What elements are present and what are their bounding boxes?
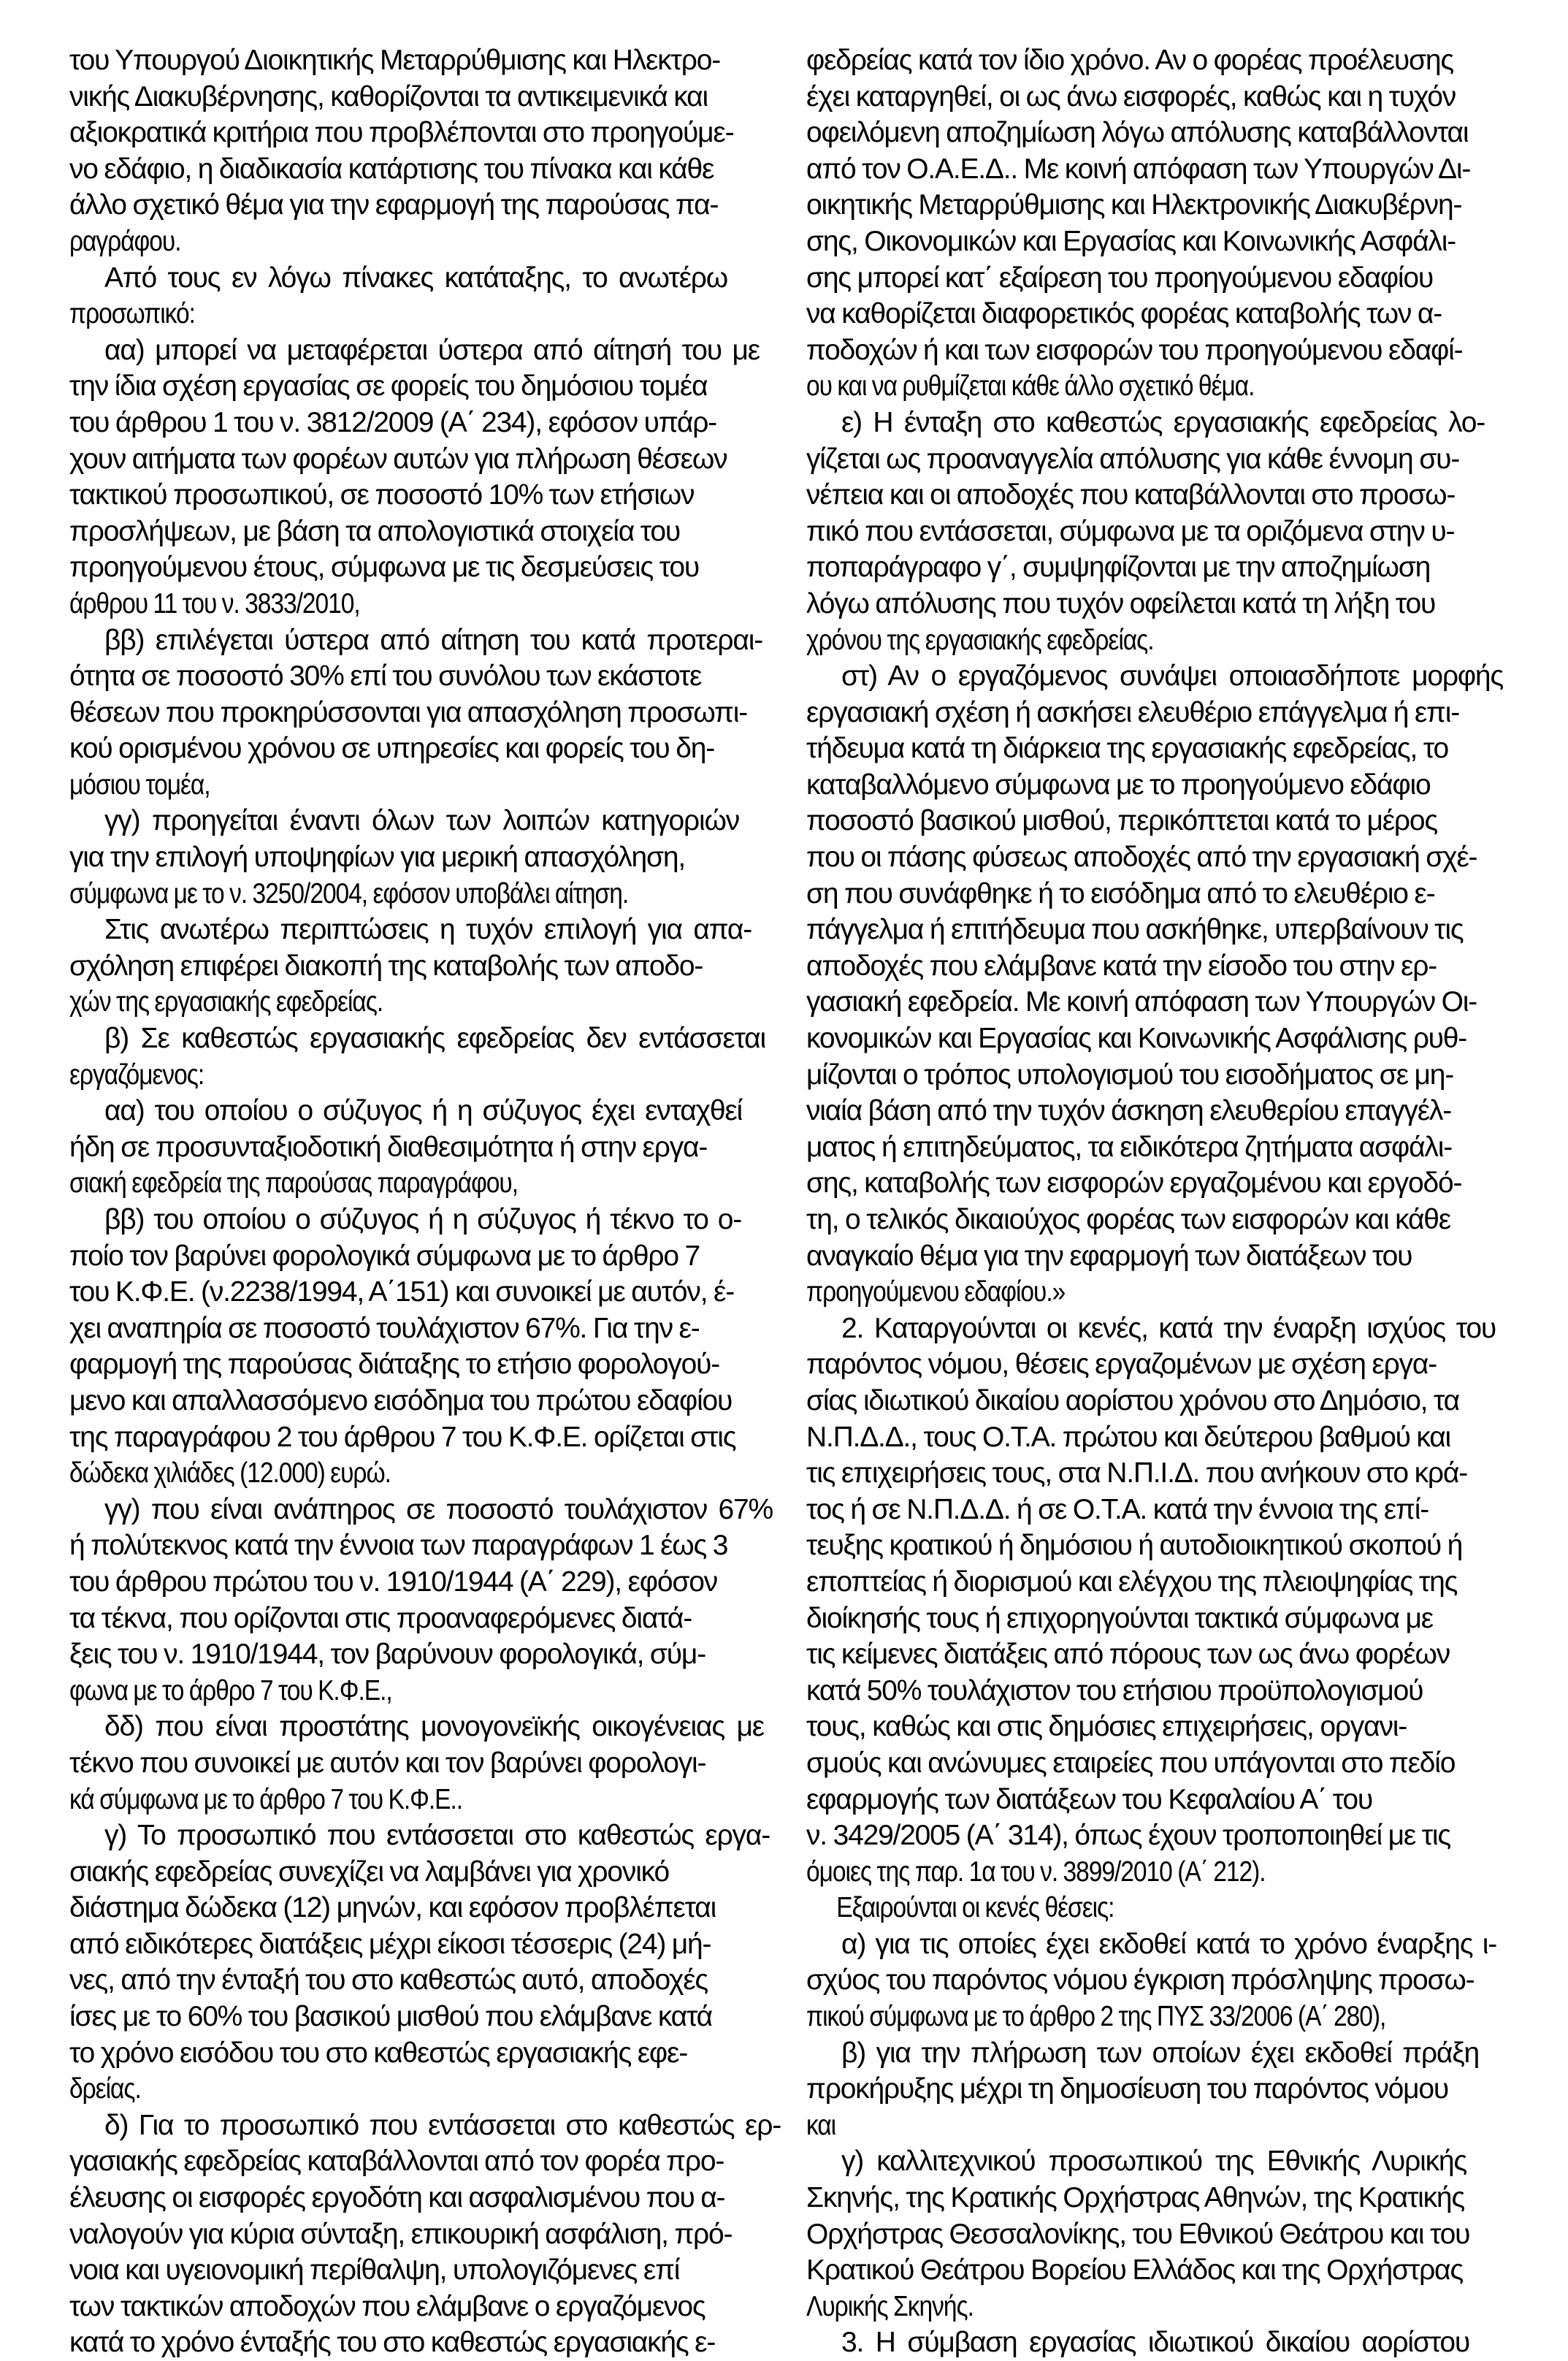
text-line: τος ή σε Ν.Π.Δ.Δ. ή σε Ο.Τ.Α. κατά την έννοια της επί- (806, 1493, 1429, 1525)
text-line: στ) Αν ο εργαζόμενος συνάψει οποιασδήποτε μορφής (841, 660, 1503, 693)
text-line: ότητα σε ποσοστό 30% επί του συνόλου των εκάστοτε (69, 660, 702, 693)
text-line: νικής Διακυβέρνησης, καθορίζονται τα αντικειμενικά και (69, 80, 708, 112)
text-line: δδ) που είναι προστάτης μονογονεϊκής οικογένειας με (104, 1711, 764, 1743)
paragraph (69, 1021, 772, 1093)
text-line: ήδη σε προσυνταξιοδοτική διαθεσιμότητα ή στην εργα- (69, 1131, 708, 1163)
text-line: σχόληση επιφέρει διακοπή της καταβολής των αποδο- (69, 950, 703, 982)
paragraph (806, 1311, 1515, 1891)
paragraph (806, 1890, 1515, 1926)
text-line: να καθορίζεται διαφορετικός φορέας καταβολής των α- (806, 298, 1442, 330)
paragraph (69, 42, 772, 260)
text-line: Από τους εν λόγω πίνακες κατάταξης, το ανωτέρω (104, 262, 727, 294)
text-line: ποπαράγραφο γ΄, συμψηφίζονται με την αποζημίωση (806, 552, 1431, 584)
text-line: οφειλόμενη αποζημίωση λόγω απόλυσης καταβάλλονται (806, 117, 1469, 149)
text-line: χουν αιτήματα των φορέων αυτών για πλήρωση θέσεων (69, 443, 727, 475)
right-column (806, 42, 1515, 2361)
text-line: χρόνου της εργασιακής εφεδρείας. (806, 624, 1154, 656)
text-line: ου και να ρυθμίζεται κάθε άλλο σχετικό θέμα. (806, 370, 1255, 403)
text-line: γ) Το προσωπικό που εντάσσεται στο καθεστώς εργα- (104, 1820, 770, 1852)
text-line: κατά το χρόνο ένταξής του στο καθεστώς εργασιακής ε- (69, 2327, 716, 2359)
text-line: μενο και απαλλασσόμενο εισόδημα του πρώτου εδαφίου (69, 1384, 733, 1416)
text-line: κατά 50% τουλάχιστον του ετήσιου προϋπολογισμού (806, 1674, 1423, 1706)
text-line: αα) του οποίου ο σύζυγος ή η σύζυγος έχει ενταχθεί (104, 1095, 742, 1127)
text-line: σης, καταβολής των εισφορών εργαζομένου και εργοδό- (806, 1167, 1462, 1199)
paragraph (69, 1093, 772, 1202)
text-line: 3. Η σύμβαση εργασίας ιδιωτικού δικαίου αορίστου (841, 2327, 1469, 2359)
text-line: σίας ιδιωτικού δικαίου αορίστου χρόνου στο Δημόσιο, τα (806, 1384, 1459, 1416)
text-line: σιακής εφεδρείας συνεχίζει να λαμβάνει για χρονικό (69, 1855, 669, 1888)
paragraph (806, 405, 1515, 658)
text-line: ραγράφου. (69, 225, 181, 257)
text-line: α) για τις οποίες έχει εκδοθεί κατά το χρόνο έναρξης ι- (841, 1928, 1496, 1960)
text-line: της παραγράφου 2 του άρθρου 7 του Κ.Φ.Ε. ορίζεται στις (69, 1421, 736, 1453)
text-line: ποδοχών ή και των εισφορών του προηγούμενου εδαφί- (806, 334, 1463, 366)
text-line: πικού σύμφωνα με το άρθρο 2 της ΠΥΣ 33/2006 (Α΄ 280), (806, 2001, 1386, 2033)
text-line: εφαρμογής των διατάξεων του Κεφαλαίου Α΄ του (806, 1783, 1372, 1815)
text-line: προσλήψεων, με βάση τα απολογιστικά στοιχεία του (69, 515, 680, 547)
text-line: Στις ανωτέρω περιπτώσεις η τυχόν επιλογή για απα- (104, 914, 752, 946)
text-line: Κρατικού Θεάτρου Βορείου Ελλάδος και της Ορχήστρας (806, 2254, 1463, 2286)
text-line: ββ) επιλέγεται ύστερα από αίτηση του κατά προτεραι- (104, 624, 762, 656)
text-line: την ίδια σχέση εργασίας σε φορείς του δημόσιου τομέα (69, 370, 708, 403)
paragraph (69, 1492, 772, 1709)
text-line: ή πολύτεκνος κατά την έννοια των παραγράφων 1 έως 3 (69, 1530, 728, 1562)
text-line: σης, Οικονομικών και Εργασίας και Κοινωνικής Ασφάλι- (806, 225, 1456, 257)
paragraph (806, 1926, 1515, 2035)
text-line: που οι πάσης φύσεως αποδοχές από την εργασιακή σχέ- (806, 842, 1477, 874)
text-line: το χρόνο εισόδου του στο καθεστώς εργασιακής εφε- (69, 2037, 687, 2069)
text-line: δώδεκα χιλιάδες (12.000) ευρώ. (69, 1457, 391, 1490)
text-line: τακτικού προσωπικού, σε ποσοστό 10% των ετήσιων (69, 479, 695, 511)
paragraph (806, 2143, 1515, 2324)
text-line: Ν.Π.Δ.Δ., τους Ο.Τ.Α. πρώτου και δεύτερου βαθμού και (806, 1421, 1451, 1453)
text-line: μόσιου τομέα, (69, 768, 210, 801)
text-line: φαρμογή της παρούσας διάταξης το ετήσιο φορολογού- (69, 1349, 719, 1381)
text-line: τη, ο τελικός δικαιούχος φορέας των εισφορών και κάθε (806, 1204, 1450, 1235)
text-line: τις επιχειρήσεις τους, στα Ν.Π.Ι.Δ. που ανήκουν στο κρά- (806, 1457, 1467, 1490)
text-line: όμοιες της παρ. 1α του ν. 3899/2010 (Α΄ 212). (806, 1855, 1266, 1888)
text-line: των τακτικών αποδοχών που ελάμβανε ο εργαζόμενος (69, 2290, 705, 2322)
text-line: έλευσης οι εισφορές εργοδότη και ασφαλισμένου που α- (69, 2182, 725, 2214)
text-line: δρείας. (69, 2073, 141, 2105)
text-line: του Κ.Φ.Ε. (ν.2238/1994, Α΄151) και συνοικεί με αυτόν, έ- (69, 1276, 734, 1308)
text-line: από τον Ο.Α.Ε.Δ.. Με κοινή απόφαση των Υπουργών Δι- (806, 153, 1471, 185)
text-line: εργαζόμενος: (69, 1059, 204, 1091)
text-line: από ειδικότερες διατάξεις μέχρι είκοσι τέσσερις (24) μή- (69, 1928, 711, 1960)
text-line: φεδρείας κατά τον ίδιο χρόνο. Αν ο φορέας προέλευσης (806, 45, 1453, 76)
paragraph (69, 1202, 772, 1492)
text-line: προηγούμενου έτους, σύμφωνα με τις δεσμεύσεις του (69, 552, 699, 584)
text-line: κά σύμφωνα με το άρθρο 7 του Κ.Φ.Ε.. (69, 1783, 463, 1815)
text-line: για την επιλογή υποψηφίων για μερική απασχόληση, (69, 842, 685, 874)
text-line: νο εδάφιο, η διαδικασία κατάρτισης του πίνακα και κάθε (69, 153, 714, 185)
paragraph (69, 260, 772, 332)
text-line: τέκνο που συνοικεί με αυτόν και τον βαρύνει φορολογι- (69, 1747, 706, 1779)
text-line: γγ) προηγείται έναντι όλων των λοιπών κατηγοριών (104, 805, 739, 837)
text-line: χών της εργασιακής εφεδρείας. (69, 986, 383, 1018)
paragraph (69, 1709, 772, 1818)
text-line: ββ) του οποίου ο σύζυγος ή η σύζυγος ή τέκνο το ο- (104, 1204, 741, 1235)
text-line: εποπτείας ή διορισμού και ελέγχου της πλειοψηφίας της (806, 1565, 1458, 1598)
text-line: γ) καλλιτεχνικού προσωπικού της Εθνικής Λυρικής (841, 2146, 1466, 2178)
text-line: αα) μπορεί να μεταφέρεται ύστερα από αίτησή του με (104, 334, 760, 366)
text-line: εργασιακή σχέση ή ασκήσει ελευθέριο επάγγελμα ή επι- (806, 696, 1459, 728)
text-line: αποδοχές που ελάμβανε κατά την είσοδο του στην ερ- (806, 950, 1437, 982)
text-line: πάγγελμα ή επιτήδευμα που ασκήθηκε, υπερβαίνουν τις (806, 914, 1464, 946)
text-line: νες, από την ένταξή του στο καθεστώς αυτό, αποδοχές (69, 1964, 708, 1996)
text-line: έχει καταργηθεί, οι ως άνω εισφορές, καθώς και η τυχόν (806, 80, 1456, 112)
text-line: Ορχήστρας Θεσσαλονίκης, του Εθνικού Θεάτρου και του (806, 2218, 1470, 2250)
text-line: γίζεται ως προαναγγελία απόλυσης για κάθε έννομη συ- (806, 443, 1459, 475)
text-line: δ) Για το προσωπικό που εντάσσεται στο καθεστώς ερ- (104, 2109, 781, 2141)
text-line: κονομικών και Εργασίας και Κοινωνικής Ασφάλισης ρυθ- (806, 1023, 1467, 1055)
text-line: γγ) που είναι ανάπηρος σε ποσοστό τουλάχιστον 67% (104, 1493, 773, 1525)
text-line: νέπεια και οι αποδοχές που καταβάλλονται στο προσω- (806, 479, 1456, 511)
text-line: τήδευμα κατά τη διάρκεια της εργασιακής εφεδρείας, το (806, 733, 1448, 765)
paragraph (69, 622, 772, 804)
paragraph (69, 2108, 781, 2361)
text-line: ξεις του ν. 1910/1944, τον βαρύνουν φορολογικά, σύμ- (69, 1639, 705, 1671)
text-line: παρόντος νόμου, θέσεις εργαζομένων με σχέση εργα- (806, 1349, 1437, 1381)
text-line: γασιακής εφεδρείας καταβάλλονται από τον φορέα προ- (69, 2146, 724, 2178)
paragraph (806, 42, 1515, 405)
text-line: άρθρου 11 του ν. 3833/2010, (69, 587, 360, 619)
text-line: χει αναπηρία σε ποσοστό τουλάχιστον 67%. Για την ε- (69, 1312, 700, 1344)
text-line: σιακή εφεδρεία της παρούσας παραγράφου, (69, 1167, 519, 1199)
text-line: νοια και υγειονομική περίθαλψη, υπολογιζόμενες επί (69, 2254, 680, 2286)
text-line: φωνα με το άρθρο 7 του Κ.Φ.Ε., (69, 1674, 392, 1706)
paragraph (806, 658, 1515, 1311)
text-line: ση που συνάφθηκε ή το εισόδημα από το ελευθέριο ε- (806, 877, 1435, 909)
text-line: ματος ή επιτηδεύματος, τα ειδικότερα ζητήματα ασφάλι- (806, 1131, 1452, 1163)
text-line: διάστημα δώδεκα (12) μηνών, και εφόσον προβλέπεται (69, 1892, 716, 1924)
text-line: του άρθρου πρώτου του ν. 1910/1944 (Α΄ 229), εφόσον (69, 1565, 717, 1598)
text-line: τευξης κρατικού ή δημόσιου ή αυτοδιοικητικού σκοπού ή (806, 1530, 1463, 1562)
text-line: λόγω απόλυσης που τυχόν οφείλεται κατά τη λήξη του (806, 587, 1436, 619)
text-line: σης μπορεί κατ΄ εξαίρεση του προηγούμενου εδαφίου (806, 262, 1433, 294)
text-line: αναγκαίο θέμα για την εφαρμογή των διατάξεων του (806, 1240, 1412, 1272)
text-line: τις κείμενες διατάξεις από πόρους των ως άνω φορέων (806, 1639, 1450, 1671)
paragraph (806, 2324, 1515, 2361)
text-line: του άρθρου 1 του ν. 3812/2009 (Α΄ 234), εφόσον υπάρ- (69, 406, 716, 438)
text-line: οικητικής Μεταρρύθμισης και Ηλεκτρονικής Διακυβέρνη- (806, 189, 1462, 221)
text-line: σχύος του παρόντος νόμου έγκριση πρόσληψης προσω- (806, 1964, 1475, 1996)
text-line: και (806, 2109, 836, 2141)
text-line: Λυρικής Σκηνής. (806, 2290, 974, 2322)
text-line: θέσεων που προκηρύσσονται για απασχόληση προσωπι- (69, 696, 747, 728)
text-line: β) για την πλήρωση των οποίων έχει εκδοθεί πράξη (841, 2037, 1479, 2069)
text-line: μίζονται ο τρόπος υπολογισμού του εισοδήματος σε μη- (806, 1059, 1453, 1091)
text-line: διοίκησής τους ή επιχορηγούνται τακτικά σύμφωνα με (806, 1602, 1433, 1634)
text-line: σμούς και ανώνυμες εταιρείες που υπάγονται στο πεδίο (806, 1747, 1456, 1779)
text-line: τους, καθώς και στις δημόσιες επιχειρήσεις, οργανι- (806, 1711, 1407, 1743)
text-line: Σκηνής, της Κρατικής Ορχήστρας Αθηνών, της Κρατικής (806, 2182, 1464, 2214)
text-line: ε) Η ένταξη στο καθεστώς εργασιακής εφεδρείας λο- (841, 406, 1485, 438)
text-line: αξιοκρατικά κριτήρια που προβλέπονται στο προηγούμε- (69, 117, 734, 149)
text-line: ν. 3429/2005 (Α΄ 314), όπως έχουν τροποποιηθεί με τις (806, 1820, 1450, 1852)
text-line: νιαία βάση από την τυχόν άσκηση ελευθερίου επαγγέλ- (806, 1095, 1451, 1127)
text-line: γασιακή εφεδρεία. Με κοινή απόφαση των Υπουργών Οι- (806, 986, 1477, 1018)
text-line: 2. Καταργούνται οι κενές, κατά την έναρξη ισχύος του (841, 1312, 1496, 1344)
text-line: β) Σε καθεστώς εργασιακής εφεδρείας δεν εντάσσεται (104, 1023, 765, 1055)
paragraph (69, 803, 772, 912)
text-line: προηγούμενου εδαφίου.» (806, 1276, 1066, 1308)
text-line: Εξαιρούνται οι κενές θέσεις: (836, 1892, 1114, 1924)
paragraph (806, 2035, 1515, 2144)
text-line: άλλο σχετικό θέμα για την εφαρμογή της παρούσας πα- (69, 189, 719, 221)
paragraph (69, 332, 772, 622)
text-line: ναλογούν για κύρια σύνταξη, επικουρική ασφάλιση, πρό- (69, 2218, 733, 2250)
paragraph (69, 912, 772, 1021)
text-line: του Υπουργού Διοικητικής Μεταρρύθμισης και Ηλεκτρο- (69, 45, 720, 76)
text-line: πικό που εντάσσεται, σύμφωνα με τα οριζόμενα στην υ- (806, 515, 1455, 547)
text-line: ποίο τον βαρύνει φορολογικά σύμφωνα με το άρθρο 7 (69, 1240, 700, 1272)
text-line: προκήρυξης μέχρι τη δημοσίευση του παρόντος νόμου (806, 2073, 1448, 2105)
text-line: καταβαλλόμενο σύμφωνα με το προηγούμενο εδάφιο (806, 768, 1431, 801)
text-line: τα τέκνα, που ορίζονται στις προαναφερόμενες διατά- (69, 1602, 692, 1634)
text-line: κού ορισμένου χρόνου σε υπηρεσίες και φορείς του δη- (69, 733, 714, 765)
text-line: σύμφωνα με το ν. 3250/2004, εφόσον υποβάλει αίτηση. (69, 877, 629, 909)
text-line: ποσοστό βασικού μισθού, περικόπτεται κατά το μέρος (806, 805, 1437, 837)
text-line: προσωπικό: (69, 298, 195, 330)
paragraph (69, 1818, 772, 2108)
left-column (69, 42, 781, 2361)
text-line: ίσες με το 60% του βασικού μισθού που ελάμβανε κατά (69, 2001, 712, 2033)
